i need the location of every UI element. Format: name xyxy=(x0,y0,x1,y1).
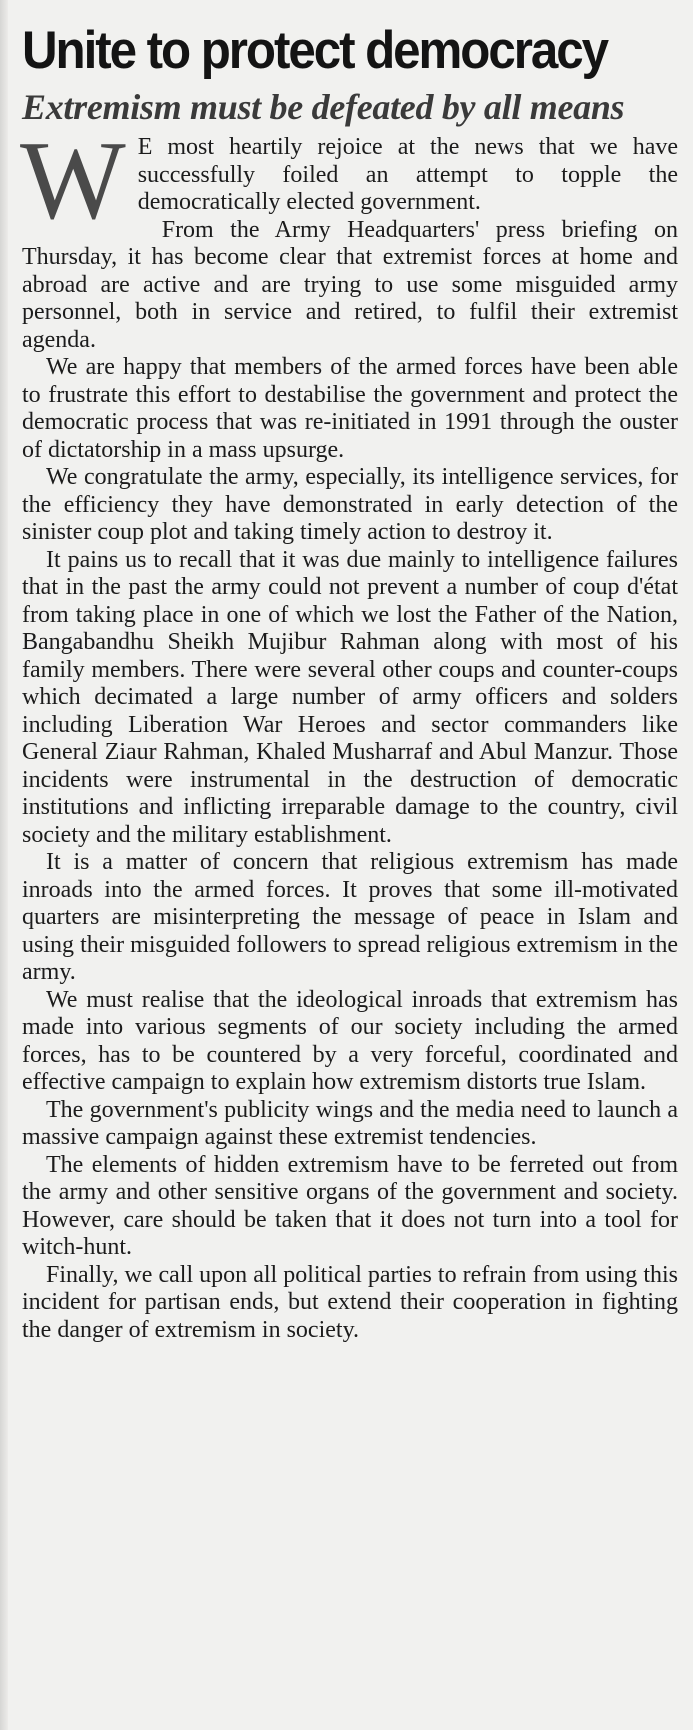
headline: Unite to protect democracy xyxy=(22,21,607,80)
paragraph-6: It is a matter of concern that religious extremism has made inroads into the armed forces. It proves that some ill-motivated quarters are misinterpreting the message of peace in Islam and using their misguided followers to spread religious extremism in the army. xyxy=(22,849,678,985)
paragraph-8: The government's publicity wings and the media need to launch a massive campaign against these extremist tendencies. xyxy=(22,1096,678,1150)
editorial-article xyxy=(22,20,678,1344)
paragraph-9: The elements of hidden extremism have to be ferreted out from the army and other sensitive organs of the government and society. However, care should be taken that it does not turn into a tool for witch-hunt. xyxy=(22,1151,678,1260)
paragraph-2: From the Army Headquarters' press briefing on Thursday, it has become clear that extremist forces at home and abroad are active and are trying to use some misguided army personnel, both in service and retired, to fulfil their extremist agenda. xyxy=(22,216,678,353)
page-edge-shadow xyxy=(0,0,8,1730)
subheadline: Extremism must be defeated by all means xyxy=(22,87,625,127)
paragraph-10: Finally, we call upon all political parties to refrain from using this incident for partisan ends, but extend their cooperation in fighting the danger of extremism in society. xyxy=(22,1261,678,1343)
paragraph-1 xyxy=(20,119,678,243)
drop-cap: W xyxy=(20,119,126,243)
article-body xyxy=(20,119,678,1344)
paragraph-4: We congratulate the army, especially, its intelligence services, for the efficiency they have demonstrated in early detection of the sinister coup plot and taking timely action to destroy it. xyxy=(22,464,678,545)
paragraph-3: We are happy that members of the armed forces have been able to frustrate this effort to destabilise the government and protect the democratic process that was re-initiated in 1991 through the ouster of dictatorship in a mass upsurge. xyxy=(22,354,678,463)
paragraph-7: We must realise that the ideological inroads that extremism has made into various segments of our society including the armed forces, has to be countered by a very forceful, coordinated and effective campaign to explain how extremism distorts true Islam. xyxy=(22,986,678,1095)
paragraph-5: It pains us to recall that it was due mainly to intelligence failures that in the past the army could not prevent a number of coup d'état from taking place in one of which we lost the Father of the Nation, Bangabandhu Sheikh Mujibur Rahman along with most of his family members. There were several other coups and counter-coups which decimated a large number of army officers and solders including Liberation War Heroes and sector commanders like General Ziaur Rahman, Khaled Musharraf and Abul Manzur. Those incidents were instrumental in the destruction of democratic institutions and inflicting irreparable damage to the country, civil society and the military establishment. xyxy=(22,546,678,848)
paragraph-1-text: E most heartily rejoice at the news that we have successfully foiled an attempt to topple the democratically elected government. xyxy=(137,134,678,215)
